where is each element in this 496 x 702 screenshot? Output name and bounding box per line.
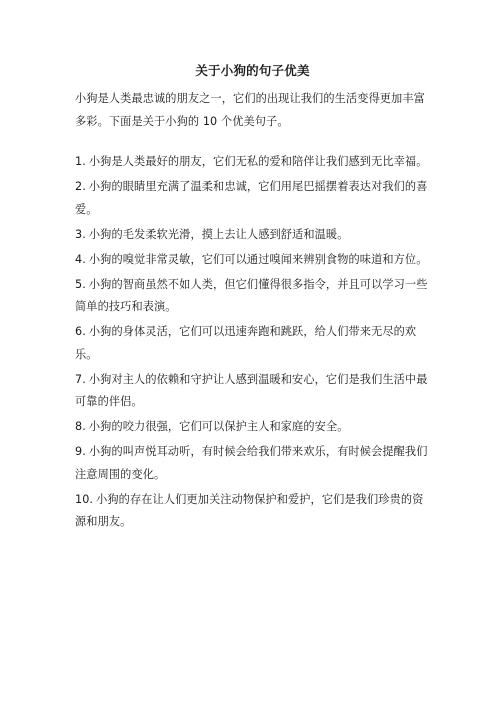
list-item: [75, 176, 430, 221]
list-item: [75, 441, 430, 486]
list-item-number: 9.: [75, 445, 86, 458]
list-item-number: 4.: [75, 252, 86, 266]
list-item-text: 小狗的智商虽然不如人类，但它们懂得很多指令，并且可以学习一些简单的技巧和表演。: [75, 277, 428, 313]
document-title: 关于小狗的句子优美: [195, 63, 310, 78]
list-item: [75, 249, 430, 272]
intro-paragraph: 小狗是人类最忠诚的朋友之一，它们的出现让我们的生活变得更加丰富多彩。下面是关于小狗的 10 个优美句子。: [75, 92, 425, 128]
list-item-number: 6.: [75, 325, 86, 338]
list-item-number: 5.: [75, 277, 86, 291]
list-item-text: 小狗的身体灵活，它们可以迅速奔跑和跳跃，给人们带来无尽的欢乐。: [75, 325, 417, 361]
list-item-number: 3.: [75, 227, 86, 241]
list-item-number: 1.: [75, 155, 86, 168]
list-item: [75, 321, 430, 366]
list-item-text: 小狗的存在让人们更加关注动物保护和爱护，它们是我们珍贵的资源和朋友。: [75, 492, 424, 528]
list-item-text: 小狗的叫声悦耳动听，有时候会给我们带来欢乐，有时候会提醒我们注意周围的变化。: [75, 445, 428, 481]
list-item-number: 8.: [75, 420, 86, 433]
list-item-text: 小狗对主人的依赖和守护让人感到温暖和安心，它们是我们生活中最可靠的伴侣。: [75, 372, 428, 408]
list-item: [75, 151, 430, 174]
list-item: [75, 489, 430, 534]
list-item-number: 2.: [75, 180, 86, 193]
list-item: [75, 416, 430, 439]
list-item-text: 小狗的眼睛里充满了温柔和忠诚，它们用尾巴摇摆着表达对我们的喜爱。: [75, 180, 428, 216]
list-item: [75, 369, 430, 414]
list-item-text: 小狗的毛发柔软光滑，摸上去让人感到舒适和温暖。: [88, 227, 349, 241]
sentence-list: [75, 151, 430, 534]
list-item-number: 10.: [75, 492, 94, 506]
list-item-text: 小狗的嗅觉非常灵敏，它们可以通过嗅闻来辨别食物的味道和方位。: [88, 252, 428, 266]
list-item-text: 小狗是人类最好的朋友，它们无私的爱和陪伴让我们感到无比幸福。: [88, 155, 428, 168]
list-item-text: 小狗的咬力很强，它们可以保护主人和家庭的安全。: [88, 420, 349, 433]
list-item: [75, 224, 430, 247]
list-item: [75, 274, 430, 319]
list-item-number: 7.: [75, 372, 86, 386]
